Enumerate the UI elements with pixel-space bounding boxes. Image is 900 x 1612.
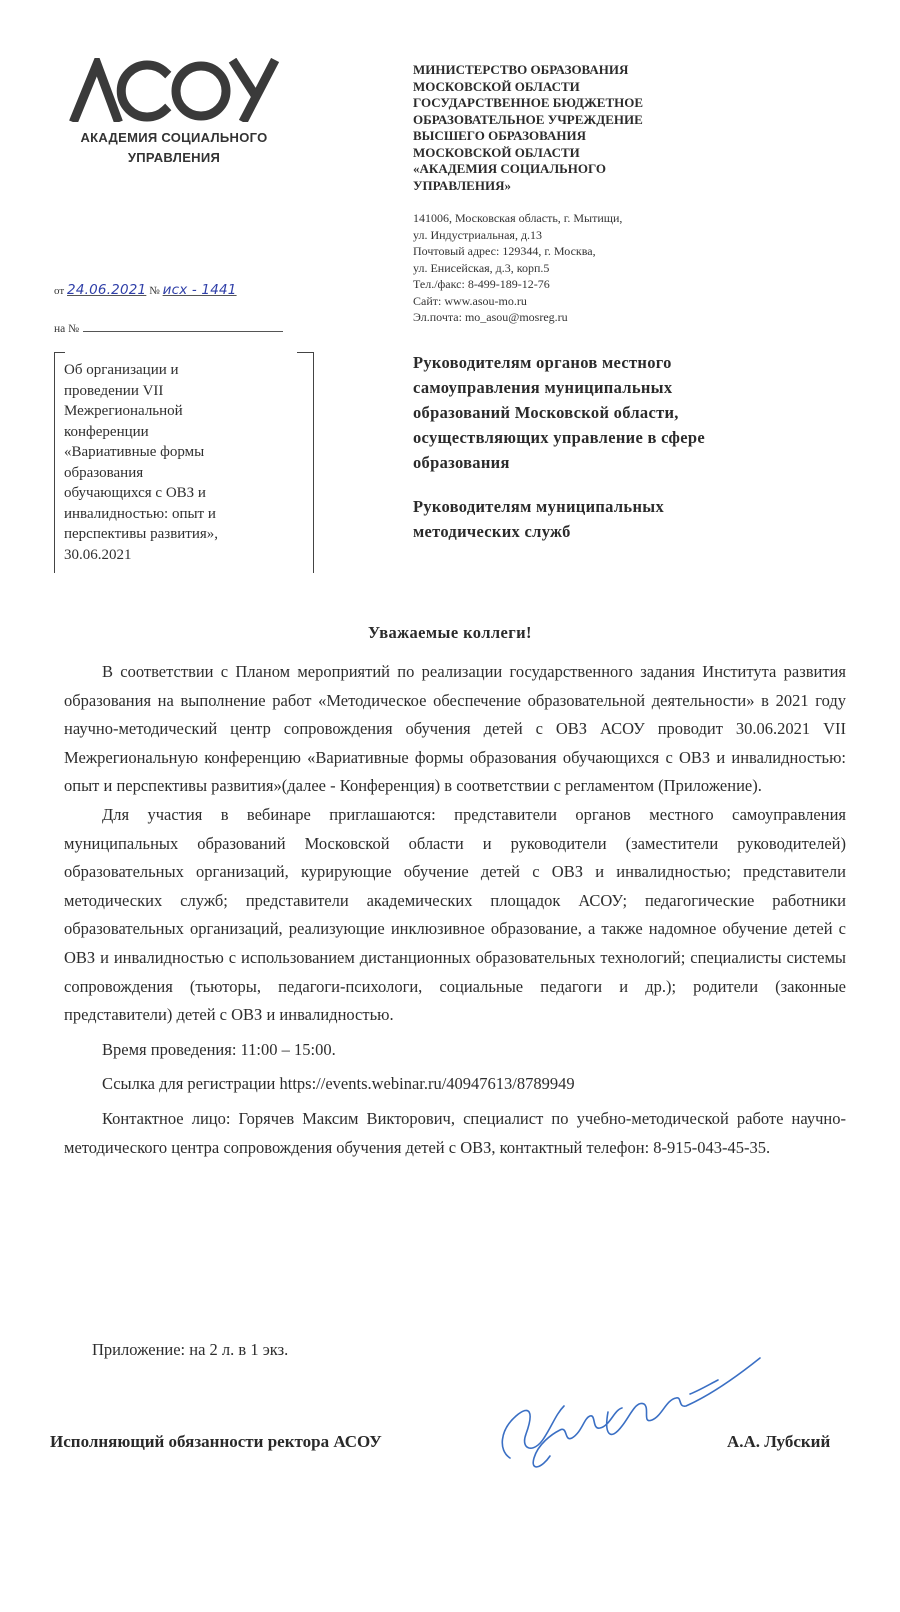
- org-name-line: ВЫСШЕГО ОБРАЗОВАНИЯ: [413, 128, 586, 143]
- subject-line: проведении VII: [64, 382, 164, 399]
- org-name-line: МОСКОВСКОЙ ОБЛАСТИ: [413, 78, 580, 94]
- asou-logo: [58, 58, 290, 168]
- organization-name: [413, 62, 713, 194]
- addressee-line: Руководителям муниципальных: [413, 497, 664, 516]
- subject-block: [54, 352, 314, 582]
- signatory-title: Исполняющий обязанности ректора АСОУ: [50, 1432, 382, 1451]
- subject-line: образования: [64, 464, 144, 481]
- addressee-line: осуществляющих управление в сфере: [413, 428, 705, 447]
- addressee-line: самоуправления муниципальных: [413, 378, 673, 397]
- addressee-secondary: [413, 494, 853, 544]
- addressee-line: методических служб: [413, 522, 571, 541]
- contact-person: Контактное лицо: Горячев Максим Викторович, специалист по учебно-методической работе научно-методического центра сопровождения обучения детей с ОВЗ, контактный телефон: 8-915-043-45-35.: [64, 1108, 846, 1157]
- ref-label: на №: [54, 323, 80, 335]
- subject-line: «Вариативные формы: [64, 444, 205, 460]
- subject-line: перспективы развития»,: [64, 526, 219, 542]
- addressee-line: образований Московской области,: [413, 403, 679, 422]
- addressee-primary: [413, 350, 853, 475]
- subject-bracket-right: [297, 352, 314, 573]
- from-label: от: [54, 285, 65, 297]
- addressee-line: образования: [413, 453, 510, 472]
- subject-line: Об организации и: [64, 362, 179, 378]
- contact-line[interactable]: Эл.почта: mo_asou@mosreg.ru: [413, 310, 568, 324]
- subject-text: [64, 360, 294, 565]
- outgoing-date: 24.06.2021: [67, 282, 147, 298]
- handwritten-signature: [490, 1338, 780, 1478]
- subject-line: инвалидностью: опыт и: [64, 505, 216, 522]
- outgoing-number: исх - 1441: [162, 282, 237, 298]
- incoming-reference: [54, 321, 304, 335]
- addressee-line: Руководителям органов местного: [413, 353, 672, 372]
- asou-logo-mark: [69, 58, 279, 122]
- letter-body: [64, 658, 846, 1162]
- subject-line: Межрегиональной: [64, 403, 183, 419]
- logo-subtitle: [58, 128, 290, 168]
- registration-link[interactable]: Ссылка для регистрации https://events.webinar.ru/40947613/8789949: [102, 1074, 575, 1094]
- signature-image: [490, 1338, 780, 1478]
- attachment-note: Приложение: на 2 л. в 1 экз.: [92, 1340, 289, 1359]
- organization-contacts: [413, 210, 713, 326]
- org-name-line: УПРАВЛЕНИЯ»: [413, 177, 511, 193]
- body-paragraph: Для участия в вебинаре приглашаются: представители органов местного самоуправления муниципальных образований Московской области и руководители (заместители руководителей) образовательных организаций, курирующие обучение детей с ОВЗ и инвалидностью; представители методических служб; представители академических площадок АСОУ; педагогические работники образовательных организаций, реализующие инклюзивное образование, а также надомное обучение детей с ОВЗ и инвалидностью с использованием дистанционных образовательных технологий; специалисты системы сопровождения (тьюторы, педагоги-психологи, социальные педагоги и др.); родители (законные представители) детей с ОВЗ и инвалидностью.: [64, 804, 846, 1025]
- contact-line: ул. Индустриальная, д.13: [413, 227, 543, 242]
- contact-line: Почтовый адрес: 129344, г. Москва,: [413, 244, 596, 258]
- body-paragraph: В соответствии с Планом мероприятий по реализации государственного задания Института развития образования на выполнение работ «Методическое обеспечение образовательной деятельности» в 2021 году научно-методический центр сопровождения обучения детей с ОВЗ АСОУ проводит 30.06.2021 VII Межрегиональную конференцию «Вариативные формы образования обучающихся с ОВЗ и инвалидностью: опыт и перспективы развития»(далее - Конференция) в соответствии с регламентом (Приложение).: [64, 662, 846, 796]
- logo-subtitle-line: УПРАВЛЕНИЯ: [127, 150, 221, 165]
- logo-subtitle-line: АКАДЕМИЯ СОЦИАЛЬНОГО: [80, 130, 268, 145]
- signatory-name: А.А. Лубский: [727, 1432, 831, 1451]
- subject-line: 30.06.2021: [64, 546, 132, 563]
- subject-line: конференции: [64, 423, 149, 440]
- contact-line: ул. Енисейская, д.3, корп.5: [413, 260, 550, 275]
- contact-line: Тел./факс: 8-499-189-12-76: [413, 277, 550, 291]
- ref-blank-line: [83, 321, 283, 332]
- org-name-line: ГОСУДАРСТВЕННОЕ БЮДЖЕТНОЕ: [413, 95, 644, 110]
- org-name-line: ОБРАЗОВАТЕЛЬНОЕ УЧРЕЖДЕНИЕ: [413, 111, 643, 127]
- outgoing-reference: [54, 282, 304, 298]
- org-name-line: МОСКОВСКОЙ ОБЛАСТИ: [413, 144, 580, 160]
- number-label: №: [149, 285, 160, 297]
- event-time: Время проведения: 11:00 – 15:00.: [102, 1039, 336, 1059]
- contact-line: 141006, Московская область, г. Мытищи,: [413, 211, 623, 225]
- subject-line: обучающихся с ОВЗ и: [64, 485, 206, 501]
- org-name-line: МИНИСТЕРСТВО ОБРАЗОВАНИЯ: [413, 62, 629, 77]
- organization-block: [413, 62, 713, 326]
- contact-line[interactable]: Сайт: www.asou-mo.ru: [413, 293, 527, 308]
- greeting: Уважаемые коллеги!: [368, 623, 532, 642]
- org-name-line: «АКАДЕМИЯ СОЦИАЛЬНОГО: [413, 161, 607, 176]
